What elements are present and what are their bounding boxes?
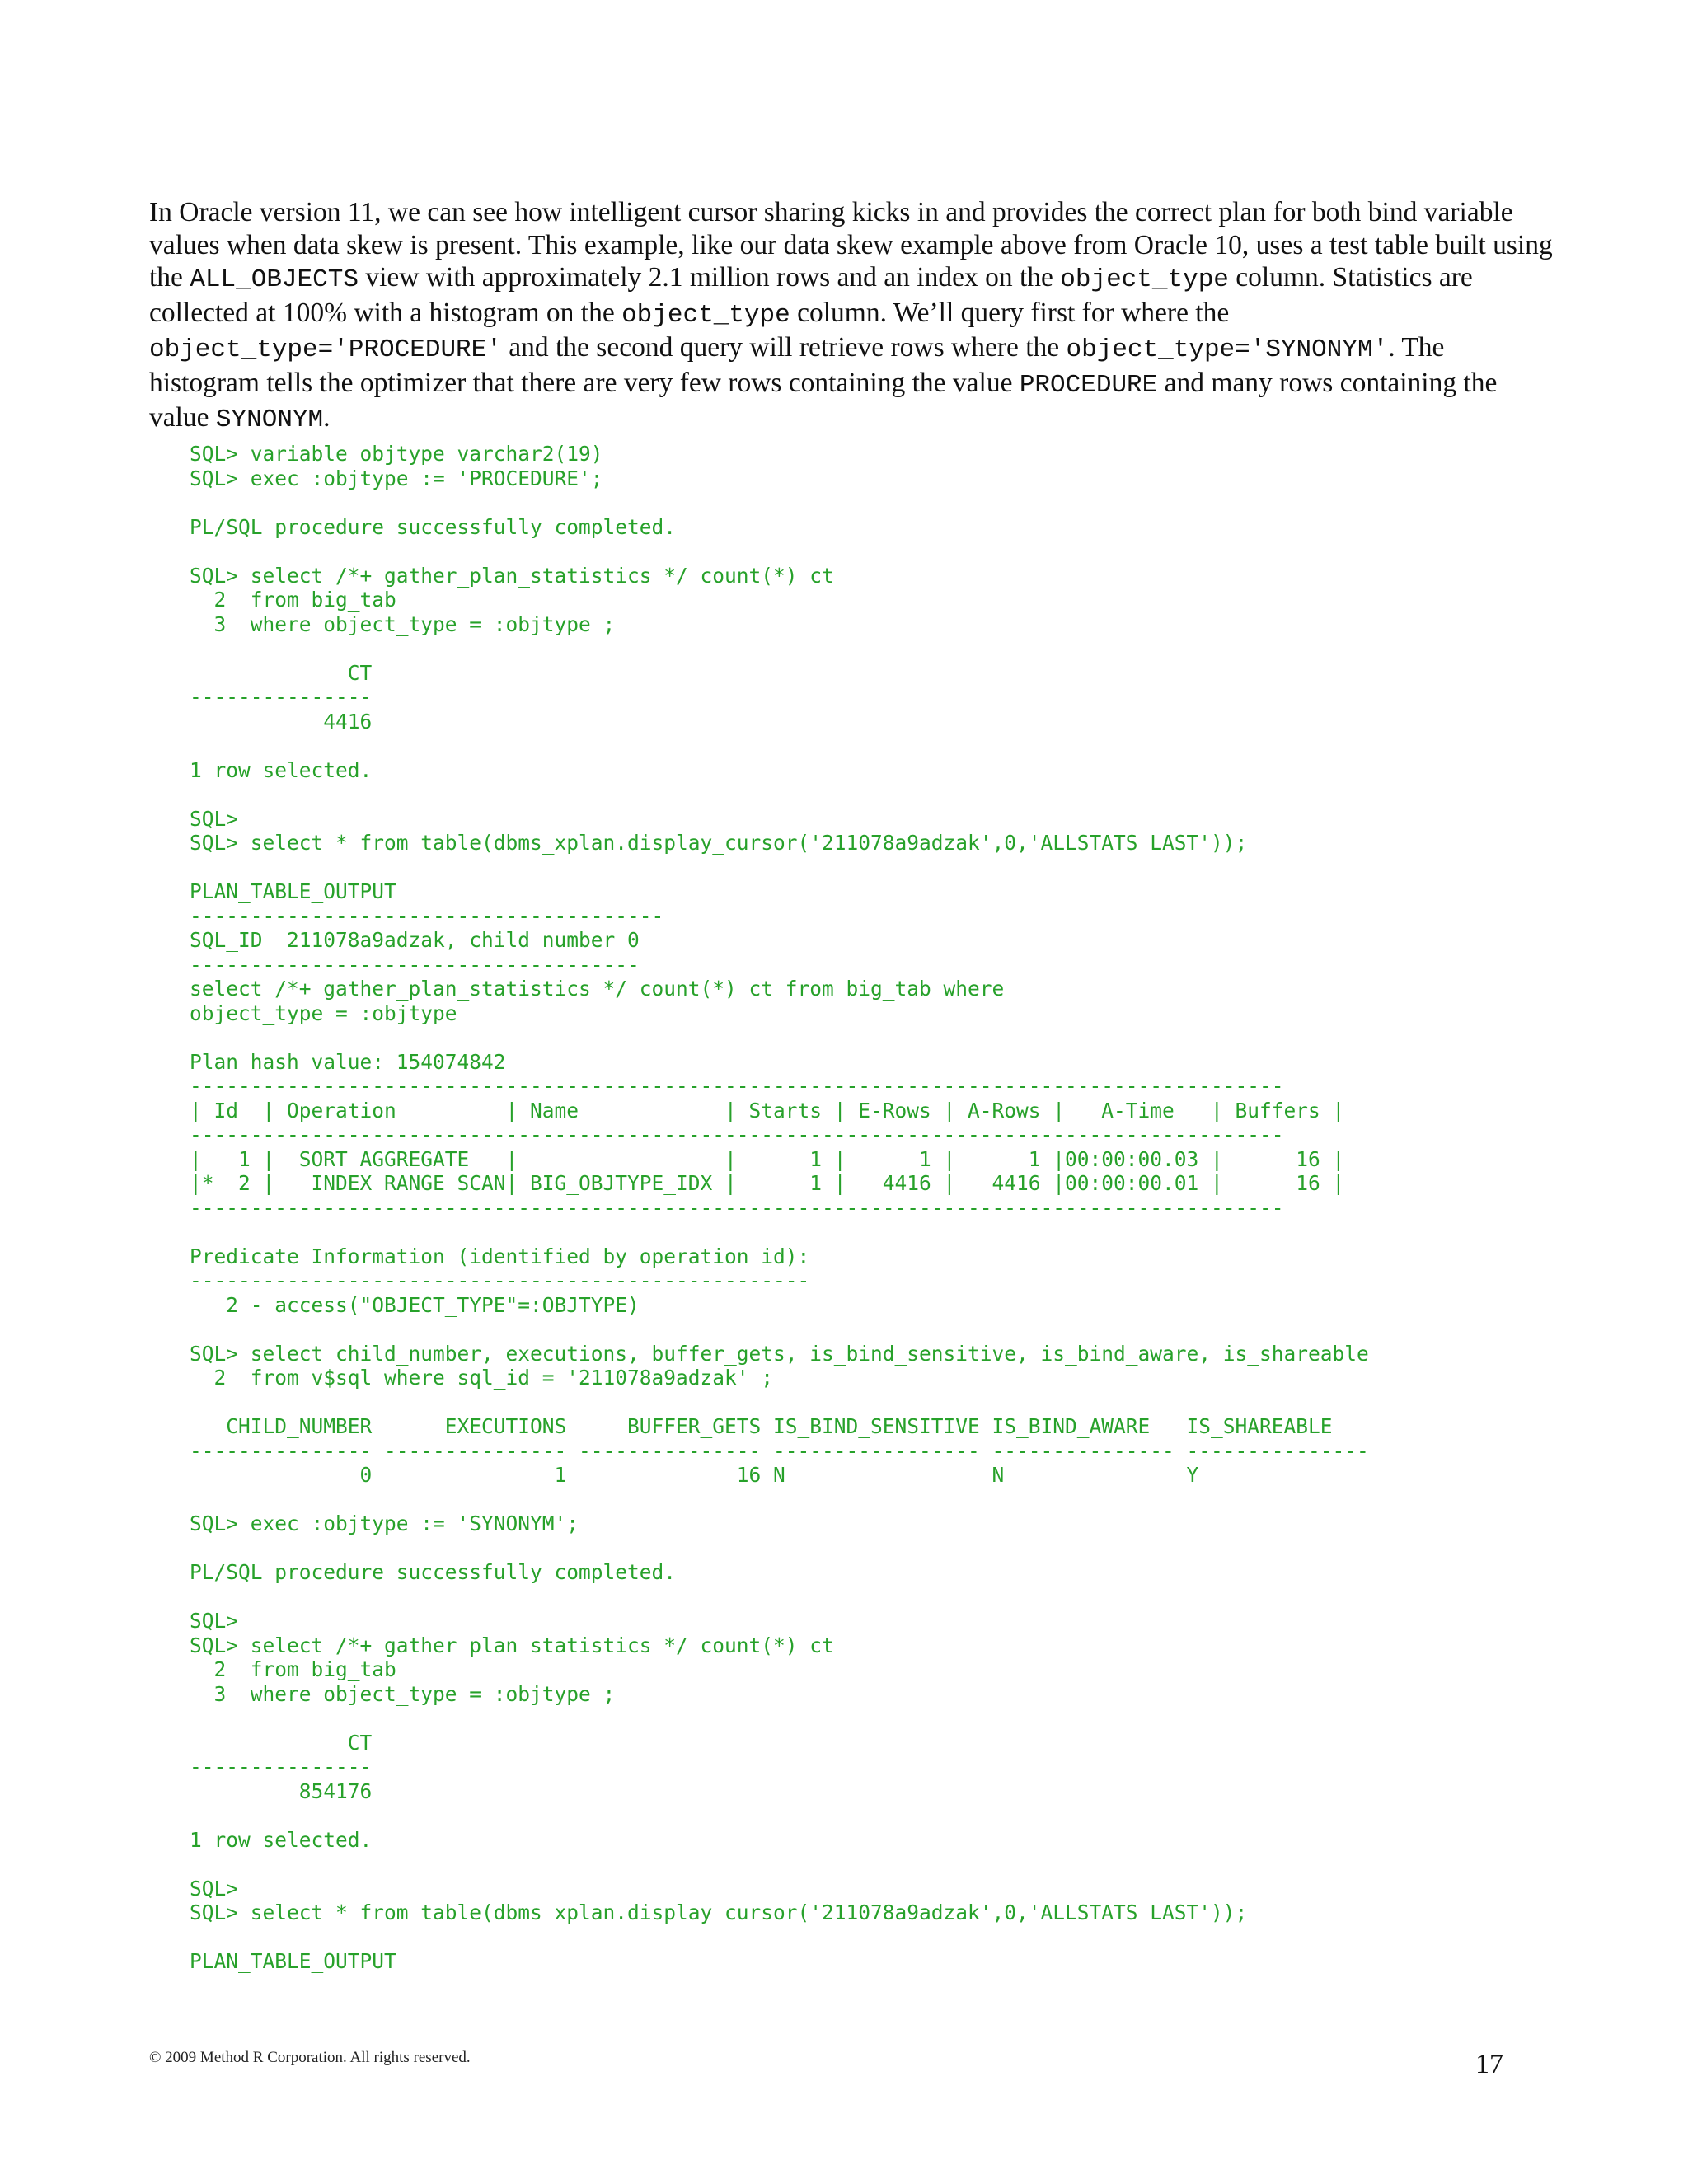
listing-line: 1 row selected. <box>190 1827 373 1852</box>
intro-code-procedure-predicate: object_type='PROCEDURE' <box>149 335 502 364</box>
listing-line: SQL> variable objtype varchar2(19) <box>190 442 603 466</box>
intro-text-4: column. We’ll query first for where the <box>790 297 1230 328</box>
footer-copyright: © 2009 Method R Corporation. All rights reserved. <box>149 2049 471 2066</box>
listing-line: SQL> exec :objtype := 'PROCEDURE'; <box>190 466 603 490</box>
listing-line: SQL> <box>190 1876 239 1900</box>
intro-code-all-objects: ALL_OBJECTS <box>190 265 359 294</box>
intro-text-7: and many rows containing the value <box>149 367 1498 433</box>
intro-code-object-type-2: object_type <box>621 300 790 330</box>
intro-text-2: view with approximately 2.1 million rows and an index on the <box>358 262 1061 293</box>
listing-line: SQL> select * from table(dbms_xplan.display_cursor('211078a9adzak',0,'ALLSTATS LAST')); <box>190 831 1248 855</box>
listing-line: SQL> select /*+ gather_plan_statistics */ count(*) ct <box>190 1633 834 1657</box>
listing-line: PL/SQL procedure successfully completed. <box>190 1560 677 1584</box>
listing-line: --------------------------------------------------- <box>190 1268 810 1292</box>
listing-line: SQL_ID 211078a9adzak, child number 0 <box>190 928 640 952</box>
listing-line: 4416 <box>190 709 373 733</box>
listing-line: ------------------------------------- <box>190 952 640 977</box>
listing-line: ------------------------------------------------------------------------------------------ <box>190 1195 1284 1220</box>
listing-line: 2 from v$sql where sql_id = '211078a9adzak' ; <box>190 1366 774 1390</box>
intro-text-6: . The histogram tells the optimizer that there are very few rows containing the value <box>149 332 1445 398</box>
listing-line: 2 - access("OBJECT_TYPE"=:OBJTYPE) <box>190 1292 640 1317</box>
listing-line: 3 where object_type = :objtype ; <box>190 1681 616 1706</box>
listing-line: CHILD_NUMBER EXECUTIONS BUFFER_GETS IS_BIND_SENSITIVE IS_BIND_AWARE IS_SHAREABLE <box>190 1414 1333 1438</box>
intro-paragraph <box>149 196 1554 437</box>
listing-line: 854176 <box>190 1779 373 1803</box>
intro-text-5: and the second query will retrieve rows where the <box>501 332 1067 363</box>
listing-line: 1 row selected. <box>190 757 373 782</box>
sql-session-listing <box>190 442 1369 1974</box>
listing-line: select /*+ gather_plan_statistics */ count(*) ct from big_tab where <box>190 977 1005 1001</box>
listing-line: 2 from big_tab <box>190 588 396 612</box>
listing-line: CT <box>190 660 373 685</box>
listing-line: --------------------------------------- <box>190 903 664 928</box>
listing-line: |* 2 | INDEX RANGE SCAN| BIG_OBJTYPE_IDX | 1 | 4416 | 4416 |00:00:00.01 | 16 | <box>190 1171 1345 1195</box>
intro-text-8: . <box>323 402 331 433</box>
listing-line: Predicate Information (identified by operation id): <box>190 1244 810 1268</box>
listing-line: SQL> exec :objtype := 'SYNONYM'; <box>190 1511 579 1535</box>
listing-line: ------------------------------------------------------------------------------------------ <box>190 1074 1284 1098</box>
intro-text-3: column. Statistics are collected at 100% with a histogram on the <box>149 262 1473 328</box>
intro-text-1: In Oracle version 11, we can see how intelligent cursor sharing kicks in and provides the correct plan for both bind variable values when data skew is present. This example, like our data skew example above from Oracle 10, uses a test table built using the <box>149 197 1553 293</box>
listing-line: --------------- <box>190 1755 373 1779</box>
listing-line: PLAN_TABLE_OUTPUT <box>190 1949 396 1973</box>
intro-code-object-type: object_type <box>1060 265 1229 294</box>
listing-line: ------------------------------------------------------------------------------------------ <box>190 1122 1284 1146</box>
listing-line: --------------- --------------- --------------- ----------------- --------------- --------------- <box>190 1438 1369 1463</box>
intro-code-procedure: PROCEDURE <box>1019 370 1158 400</box>
page-number: 17 <box>1475 2049 1503 2079</box>
listing-line: CT <box>190 1730 373 1755</box>
intro-code-synonym-predicate: object_type='SYNONYM' <box>1066 335 1389 364</box>
listing-line: 3 where object_type = :objtype ; <box>190 612 616 636</box>
listing-line: SQL> <box>190 1609 239 1633</box>
listing-line: SQL> select child_number, executions, buffer_gets, is_bind_sensitive, is_bind_aware, is_shareable <box>190 1341 1369 1366</box>
listing-line: 2 from big_tab <box>190 1657 396 1681</box>
listing-line: | Id | Operation | Name | Starts | E-Rows | A-Rows | A-Time | Buffers | <box>190 1098 1345 1122</box>
listing-line: Plan hash value: 154074842 <box>190 1049 506 1074</box>
listing-line: --------------- <box>190 685 373 709</box>
listing-line: | 1 | SORT AGGREGATE | | 1 | 1 | 1 |00:00:00.03 | 16 | <box>190 1146 1345 1171</box>
listing-line: PLAN_TABLE_OUTPUT <box>190 879 396 903</box>
listing-line: SQL> select /*+ gather_plan_statistics */ count(*) ct <box>190 563 834 588</box>
listing-line: 0 1 16 N N Y <box>190 1463 1199 1487</box>
intro-code-synonym: SYNONYM <box>215 405 324 434</box>
listing-line: SQL> select * from table(dbms_xplan.display_cursor('211078a9adzak',0,'ALLSTATS LAST')); <box>190 1900 1248 1924</box>
listing-line: PL/SQL procedure successfully completed. <box>190 514 677 539</box>
listing-line: SQL> <box>190 806 239 831</box>
listing-line: object_type = :objtype <box>190 1001 457 1025</box>
